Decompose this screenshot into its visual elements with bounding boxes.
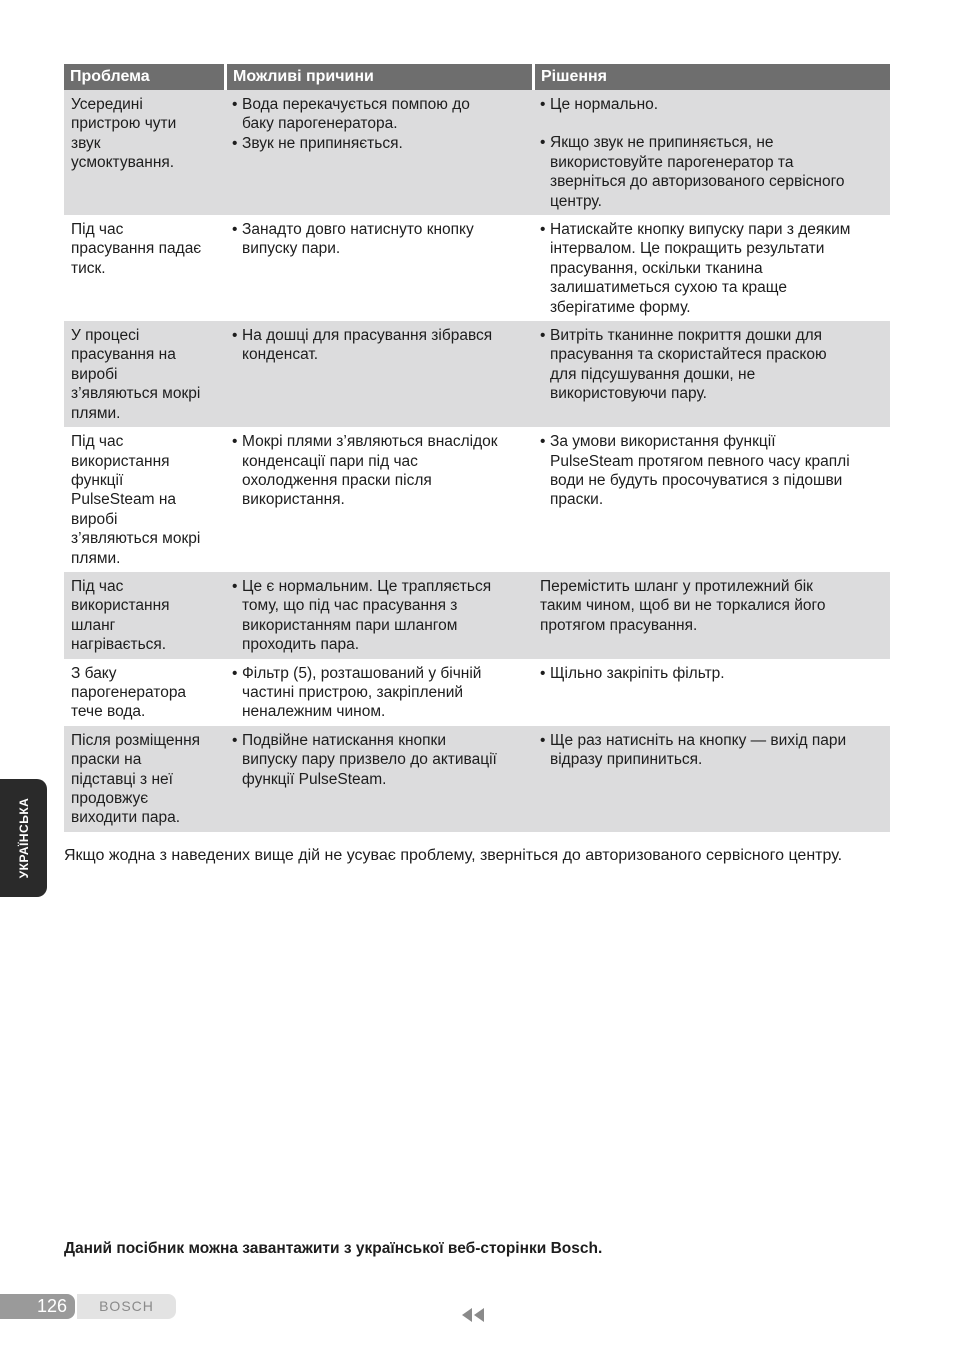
item-line: баку парогенератора.: [242, 115, 398, 133]
problem-line: Усередині: [71, 96, 143, 113]
list-item: [232, 134, 526, 153]
causes-cell: [224, 321, 532, 427]
causes-cell: [224, 427, 532, 572]
item-line: зберігатиме форму.: [550, 298, 691, 316]
back-arrow-icon: [474, 1308, 484, 1322]
list-item: [232, 577, 526, 655]
item-line: • Звук не припиняється.: [242, 134, 403, 152]
problem-line: шланг: [71, 616, 116, 634]
item-line: інтервалом. Це покращить результати: [550, 240, 825, 258]
table-row: [64, 659, 890, 726]
list-item: [540, 664, 884, 683]
problem-line: з’являються мокрі: [71, 530, 201, 548]
problem-line: використання: [71, 597, 170, 615]
solution-cell: [532, 427, 890, 572]
item-line: охолодження праски після: [242, 471, 432, 489]
problem-line: звук: [71, 134, 101, 152]
list-item: [232, 432, 526, 510]
problem-line: Під час: [71, 433, 124, 451]
problem-line: прасування на: [71, 346, 176, 364]
problem-line: продовжує: [71, 790, 149, 807]
table-row: [64, 215, 890, 321]
solution-cell: [532, 215, 890, 321]
list-item: [540, 133, 884, 211]
back-arrow-icon: [462, 1308, 472, 1322]
problem-line: пристрою чути: [71, 115, 177, 133]
problem-cell: [64, 427, 224, 572]
item-line: прасування та скористайтеся праскою: [550, 346, 827, 364]
problem-line: нагрівається.: [71, 636, 167, 654]
item-line: • За умови використання функції: [550, 433, 776, 451]
item-line: використовуйте парогенератор та: [550, 153, 794, 171]
item-line: • Це нормально.: [550, 96, 659, 113]
item-line: прасування, оскільки тканина: [550, 259, 763, 277]
problem-line: PulseSteam на: [71, 491, 177, 509]
table-header: [64, 64, 890, 90]
table-row: [64, 427, 890, 572]
table-row: [64, 726, 890, 832]
item-line: випуску пару призвело до активації: [242, 751, 497, 769]
item-line: таким чином, щоб ви не торкалися його: [540, 597, 826, 615]
item-line: • На дошці для прасування зібрався: [242, 327, 493, 345]
causes-cell: [224, 572, 532, 659]
item-line: неналежним чином.: [242, 703, 386, 721]
list-item: [232, 95, 526, 134]
causes-cell: [224, 90, 532, 215]
problem-line: парогенератора: [71, 683, 187, 701]
problem-cell: [64, 726, 224, 832]
solution-cell: [532, 726, 890, 832]
problem-line: функції: [71, 471, 124, 489]
problem-line: праски на: [71, 751, 142, 769]
causes-cell: [224, 215, 532, 321]
table-body: [64, 90, 890, 832]
item-line: проходить пара.: [242, 636, 360, 654]
list-item: [540, 731, 884, 770]
item-line: конденсат.: [242, 346, 319, 364]
item-line: • Щільно закріпіть фільтр.: [550, 664, 725, 682]
problem-line: У процесі: [71, 327, 140, 345]
item-line: залишатиметься сухою та краще: [550, 279, 787, 297]
item-line: • Вода перекачується помпою до: [242, 96, 470, 113]
item-line: праски.: [550, 491, 604, 509]
header-problem: Проблема: [64, 64, 224, 90]
problem-cell: [64, 572, 224, 659]
problem-line: плями.: [71, 404, 121, 422]
problem-line: тече вода.: [71, 703, 146, 721]
item-line: зверніться до авторизованого сервісного: [550, 173, 845, 191]
solution-cell: [532, 572, 890, 659]
list-item: [540, 326, 884, 404]
list-item: [540, 432, 884, 510]
item-line: функції PulseSteam.: [242, 770, 387, 788]
causes-cell: [224, 659, 532, 726]
causes-cell: [224, 726, 532, 832]
list-item: [540, 577, 884, 635]
problem-cell: [64, 659, 224, 726]
problem-line: Під час: [71, 221, 124, 239]
solution-cell: [532, 321, 890, 427]
problem-line: плями.: [71, 549, 121, 567]
list-item: [540, 95, 884, 114]
problem-cell: [64, 215, 224, 321]
item-line: Перемістить шланг у протилежний бік: [540, 577, 813, 595]
problem-line: виробі: [71, 365, 118, 383]
language-tab: [0, 779, 47, 897]
problem-line: усмоктування.: [71, 154, 175, 172]
item-line: • Мокрі плями з’являються внаслідок: [242, 433, 498, 451]
back-nav[interactable]: [462, 1308, 484, 1322]
list-item: [232, 326, 526, 365]
item-line: використовуючи пару.: [550, 385, 707, 403]
brand-label: BOSCH: [77, 1294, 176, 1319]
problem-line: Під час: [71, 577, 124, 595]
item-line: тому, що під час прасування з: [242, 597, 458, 615]
header-solution: Рішення: [532, 64, 890, 90]
item-line: для підсушування дошки, не: [550, 365, 756, 383]
list-item: [232, 664, 526, 722]
problem-line: виробі: [71, 510, 118, 528]
solution-cell: [532, 659, 890, 726]
item-line: • Ще раз натисніть на кнопку — вихід пари: [550, 731, 847, 749]
item-line: • Натискайте кнопку випуску пари з деяким: [550, 221, 851, 239]
item-line: відразу припиниться.: [550, 751, 703, 769]
item-line: частині пристрою, закріплений: [242, 683, 464, 701]
problem-line: з’являються мокрі: [71, 385, 201, 403]
problem-line: тиск.: [71, 259, 106, 277]
problem-line: Після розміщення: [71, 731, 201, 749]
service-note: Якщо жодна з наведених вище дій не усуває проблему, зверніться до авторизованого сервісного центру.: [64, 847, 843, 864]
item-line: • Фільтр (5), розташований у бічній: [242, 664, 482, 682]
problem-cell: [64, 321, 224, 427]
problem-line: використання: [71, 452, 170, 470]
item-line: конденсації пари під час: [242, 452, 418, 470]
header-causes: Можливі причини: [224, 64, 532, 90]
item-line: • Якщо звук не припиняється, не: [550, 134, 774, 152]
language-label: УКРАЇНСЬКА: [16, 797, 31, 879]
item-line: • Це є нормальним. Це трапляється: [242, 577, 492, 595]
item-line: використання.: [242, 491, 345, 509]
problem-cell: [64, 90, 224, 215]
table-row: [64, 321, 890, 427]
problem-line: прасування падає: [71, 240, 202, 258]
list-item: [540, 220, 884, 317]
list-item: [232, 220, 526, 259]
list-item: [232, 731, 526, 789]
item-line: • Подвійне натискання кнопки: [242, 731, 446, 749]
item-line: PulseSteam протягом певного часу краплі: [550, 452, 850, 470]
problem-line: виходити пара.: [71, 809, 181, 827]
item-line: центру.: [550, 192, 602, 210]
item-line: випуску пари.: [242, 240, 341, 258]
item-line: протягом прасування.: [540, 616, 698, 634]
troubleshooting-table: [64, 64, 890, 832]
table-row: [64, 572, 890, 659]
page-number: 126: [0, 1294, 75, 1319]
download-footnote: Даний посібник можна завантажити з української веб-сторінки Bosch.: [64, 1240, 603, 1257]
item-line: • Занадто довго натиснуто кнопку: [242, 221, 474, 239]
item-line: води не будуть просочуватися з підошви: [550, 471, 843, 489]
solution-cell: [532, 90, 890, 215]
table-row: [64, 90, 890, 215]
problem-line: підставці з неї: [71, 770, 173, 788]
problem-line: З баку: [71, 664, 117, 682]
item-line: • Витріть тканинне покриття дошки для: [550, 327, 823, 345]
item-line: використанням пари шлангом: [242, 616, 458, 634]
